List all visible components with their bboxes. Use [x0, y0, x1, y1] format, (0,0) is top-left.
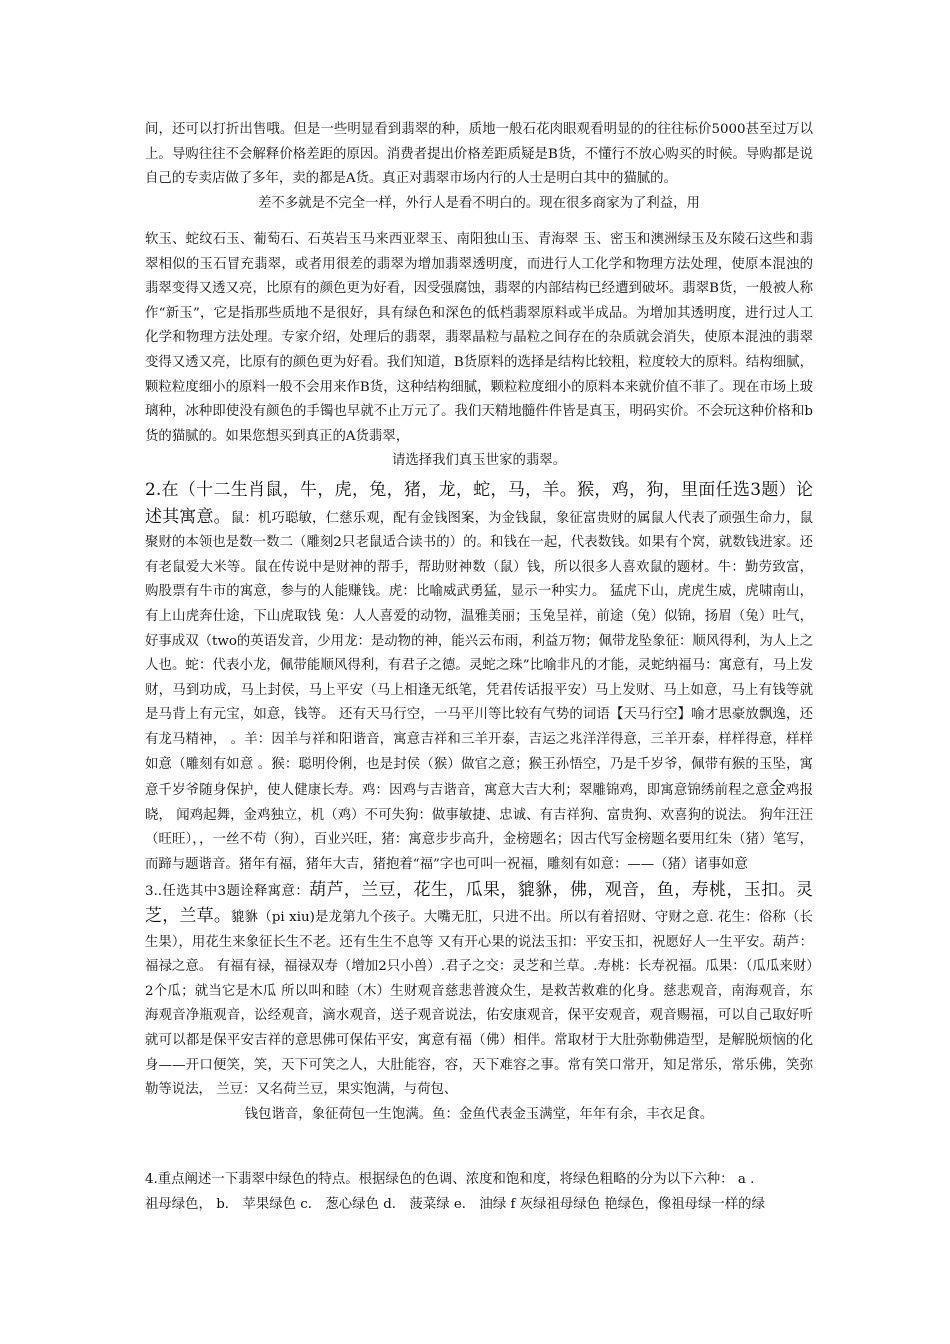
carving-meanings-body: 貔貅（pi xiu)是龙第九个孩子。大嘴无肛，只进不出。所以有着招财、守财之意. 花生：俗称（长生果），用花生来象征长生不老。还有生生不息等 又有开心果的说法玉扣：平安玉扣，祝愿好人一生平安。葫芦：福禄之意。 有福有禄，福禄双寿（增加2只小兽）.君子之交：灵芝和兰草。.寿桃：长寿祝福。瓜果：（瓜瓜来财）2个瓜；就当它是木瓜 所以叫和睦（木）生财观音慈悲普渡众生，是救苦救难的化身。慈悲观音，南海观音，东海观音净瓶观音，讼经观音，滴水观音，送子观音说法，佑安康观音，保平安观音，观音赐福，可以自己取好听就可以都是保平安吉祥的意思佛可保佑平安，寓意有福（佛）相伴。常取材于大肚弥勒佛造型，是解脱烦恼的化身——开口便笑，笑，天下可笑之人，大肚能容，容，天下难容之事。常有笑口常开，知足常乐，常乐佛，笑弥勒等说法， 兰豆：又名荷兰豆，果实饱满，与荷包、	[145, 910, 813, 1098]
question-heading: 2.在（十二生肖鼠，牛，虎，兔，猪，龙，蛇，马，羊。猴，鸡，狗，里面任选3题）论述其寓意。	[145, 480, 813, 527]
paragraph-b-grade-jade	[145, 228, 813, 474]
paragraph-text	[145, 878, 813, 1103]
zodiac-body-continued: 鸡报晓， 闻鸡起舞，金鸡独立，机（鸡）不可失狗：做事敏捷、忠诚、有吉祥狗、富贵狗、欢喜狗的说法。 狗年汪汪（旺旺），，一丝不苟（狗），百业兴旺，猪：寓意步步高升，金榜题名；因古代写金榜题名要用红朱（猪）笔写，而蹄与题谐音。猪年有福，猪年大吉，猪抱着“福”字也可叫一祝福，雕刻有如意：——（猪）诸事如意	[145, 783, 813, 872]
paragraph-text	[145, 1168, 813, 1217]
paragraph-text: 间，还可以打折出售哦。但是一些明显看到翡翠的种，质地一般石花肉眼观看明显的的往往标价5000甚至过万以上。导购往往不会解释价格差距的原因。消费者提出价格差距质疑是B货，不懂行不放心购买的时候。导购都是说自己的专卖店做了多年，卖的都是A货。真正对翡翠市场内行的人士是明白其中的猫腻的。	[145, 122, 813, 187]
zodiac-body: 鼠：机巧聪敏，仁慈乐观，配有金钱图案，为金钱鼠，象征富贵财的属鼠人代表了顽强生命力，鼠聚财的本领也是数一数二（雕刻2只老鼠适合读书的）的。和钱在一起，代表数钱。如果有个窝，就数钱进家。还有老鼠爱大米等。鼠在传说中是财神的帮手，帮助财神数（鼠）钱，所以很多人喜欢鼠的题材。牛：勤劳致富，购股票有牛市的寓意，参与的人能赚钱。虎：比喻威武勇猛，显示一种实力。 猛虎下山，虎虎生威，虎啸南山，有上山虎奔仕途，下山虎取钱 兔：人人喜爱的动物，温雅美丽；玉兔呈祥，前途（兔）似锦，扬眉（兔）吐气，好事成双（two的英语发音，少用龙：是动物的神，能兴云布雨，利益万物；佩带龙坠象征：顺风得利，为人上之人也。蛇：代表小龙，佩带能顺风得利，有君子之德。灵蛇之珠”比喻非凡的才能，灵蛇纳福马：寓意有，马上发财，马到功成，马上封侯，马上平安（马上相逢无纸笔，凭君传话报平安）马上发财、马上如意，马上有钱等就是马背上有元宝，如意，钱等。 还有天马行空，一马平川等比较有气势的词语【天马行空】喻才思豪放飘逸，还有龙马精神， 。羊：因羊与祥和阳谐音，寓意吉祥和三羊开泰，吉运之兆洋洋得意，三羊开泰，样样得意，样样如意（雕刻有如意 。猴：聪明伶俐，也是封侯（猴）做官之意；猴王孙悟空，乃是千岁爷，佩带有猴的玉坠，寓意千岁爷随身保护，使人健康长寿。鸡：因鸡与吉谐音，寓意大吉大利；翠雕锦鸡，即寓意锦绣前程之意	[145, 510, 814, 799]
green-types-line: 祖母绿色， b． 苹果绿色 c． 葱心绿色 d． 菠菜绿 e． 油绿 f 灰绿祖母绿色 艳绿色，像祖母绿一样的绿	[145, 1196, 765, 1212]
question-heading: 4.重点阐述一下翡翠中绿色的特点。根据绿色的色调、浓度和饱和度，将绿色粗略的分为以下六种： a .	[145, 1172, 755, 1187]
question-heading: 3..任选其中3题诠释寓意：	[145, 883, 310, 899]
question-items: 葫芦，兰豆，花生，瓜果，貔貅，佛，观音，鱼，寿桃，玉扣。灵芝，兰草。	[145, 879, 813, 927]
section-zodiac-meanings	[145, 478, 813, 1127]
paragraph-text: 软玉、蛇纹石玉、葡萄石、石英岩玉马来西亚翠玉、南阳独山玉、青海翠 玉、密玉和澳洲绿玉及东陵石这些和翡翠相似的玉石冒充翡翠，或者用很差的翡翠为增加翡翠透明度，而进行人工化学和物理方法处理，使原本混浊的翡翠变得又透又亮，比原有的颜色更为好看，因受强腐蚀，翡翠的内部结构已经遭到破坏。翡翠B货，一般被人称作“新玉”，它是指那些质地不是很好，具有绿色和深色的低档翡翠原料或半成品。为增加其透明度，进行过人工化学和物理方法处理。专家介绍，处理后的翡翠，翡翠晶粒与晶粒之间存在的杂质就会消失，使原本混浊的翡翠变得又透又亮，比原有的颜色更为好看。我们知道，B货原料的选择是结构比较粗，粒度较大的原料。结构细腻，颗粒粒度细小的原料一般不会用来作B货，这种结构细腻，颗粒粒度细小的原料本来就价值不菲了。现在市场上玻璃种，冰种即使没有颜色的手镯也早就不止万元了。我们天精地髓件件皆是真玉，明码实价。不会玩这种价格和b货的猫腻的。如果您想买到真正的A货翡翠，	[145, 232, 813, 444]
paragraph-tail-line: 差不多就是不完全一样，外行人是看不明白的。现在很多商家为了利益，用	[258, 195, 700, 211]
paragraph-tail-line: 钱包谐音，象征荷包一生饱满。鱼：金鱼代表金玉满堂，年年有余，丰衣足食。	[244, 1106, 714, 1122]
paragraph-tail-line: 请选择我们真玉世家的翡翠。	[391, 453, 567, 469]
paragraph-price-difference	[145, 118, 813, 216]
large-character: 金	[768, 779, 787, 800]
section-green-colors	[145, 1168, 813, 1217]
paragraph-text	[145, 478, 813, 878]
